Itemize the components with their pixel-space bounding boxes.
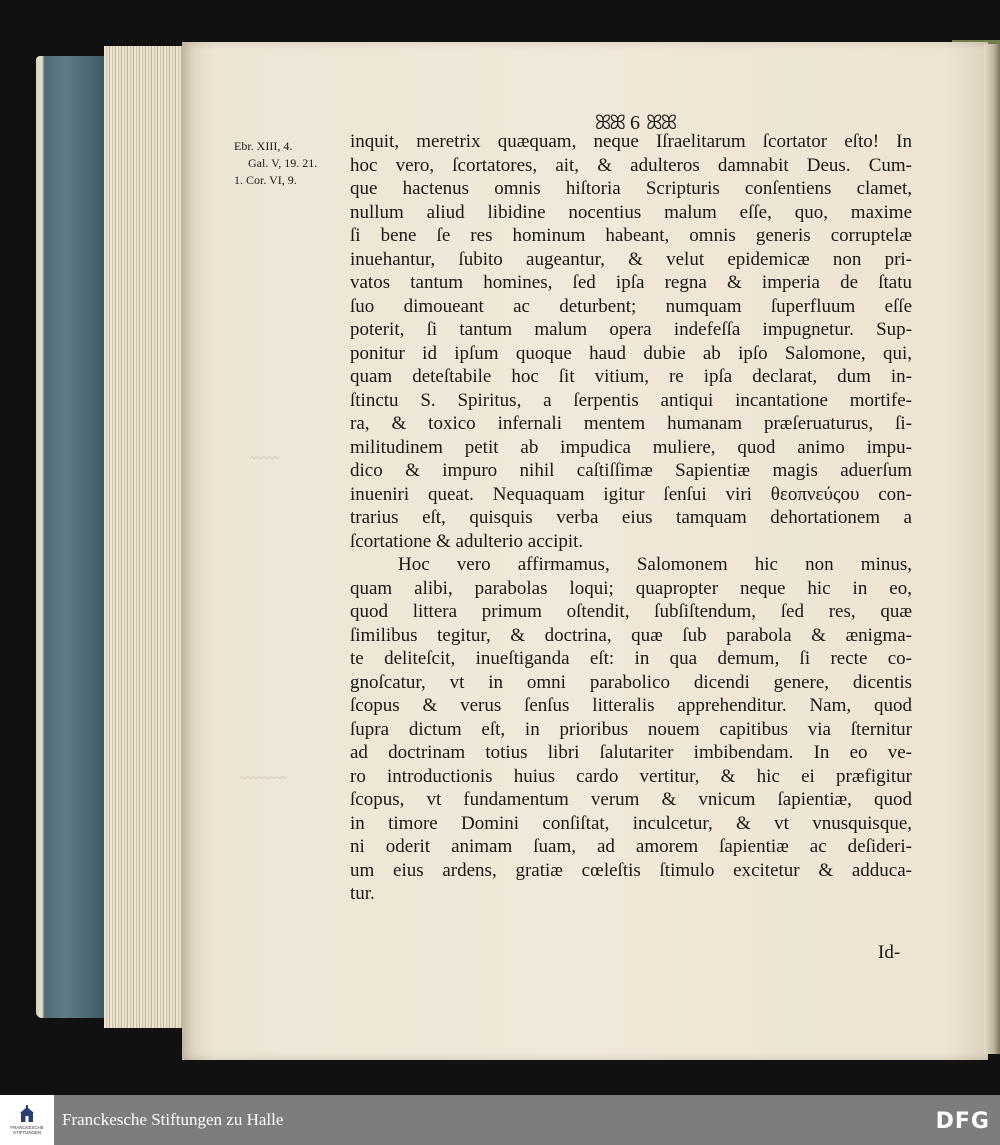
bleed-through-mark: ~~~~~~~~ — [240, 772, 288, 784]
text-line: dico & impuro nihil caſtiſſimæ Sapientiæ magis aduerſum — [350, 460, 912, 481]
margin-note: 1. Cor. VI, 9. — [234, 173, 297, 187]
text-line: tur. — [350, 883, 375, 904]
catchword: Id- — [878, 942, 901, 963]
page-block-edges — [104, 46, 184, 1028]
ornament-left-icon: ꕤꕤ — [594, 111, 624, 134]
text-line: vatos tantum homines, ſed ipſa regna & imperia de ſtatu — [350, 272, 912, 293]
footer-bar — [0, 1095, 1000, 1145]
building-icon — [19, 1105, 35, 1123]
ornament-right-icon: ꕤꕤ — [646, 111, 676, 134]
margin-note: Ebr. XIII, 4. — [234, 139, 293, 153]
page-number: 6 — [630, 111, 640, 134]
text-line: ſcopus & verus ſenſus litteralis apprehenditur. Nam, quod — [350, 695, 912, 716]
text-line: ad doctrinam totius libri ſalutariter imbibendam. In eo ve- — [350, 742, 912, 763]
bleed-through-mark: ~~~~~ — [250, 452, 280, 464]
facing-page-edge — [984, 44, 1000, 1054]
logo-text: FRANCKESCHE — [10, 1125, 44, 1130]
text-line: quod littera primum oſtendit, ſubſiſtendum, ſed res, quæ — [350, 601, 912, 622]
text-line: inquit, meretrix quæquam, neque Iſraelitarum ſcortator eſto! In — [350, 131, 912, 152]
text-line: trarius eſt, quisquis verba eius tamquam dehortationem a — [350, 507, 912, 528]
text-line: ſimilibus tegitur, & doctrina, quæ ſub parabola & ænigma- — [350, 624, 912, 646]
text-line: nullum aliud libidine nocentius malum eſſe, quo, maxime — [350, 201, 912, 223]
text-line: te deliteſcit, inueſtiganda eſt: in qua demum, ſi recte co- — [350, 648, 912, 669]
text-line: ra, & toxico infernali mentem humanam præſeruaturus, ſi- — [350, 413, 912, 434]
text-line: Hoc vero affirmamus, Salomonem hic non minus, — [398, 554, 912, 575]
text-line: ſcortatione & adulterio accipit. — [350, 530, 584, 552]
text-line: que hactenus omnis hiſtoria Scripturis conſentiens clamet, — [350, 178, 912, 199]
text-line: ſtinctu S. Spiritus, a ſerpentis antiqui incantatione mortife- — [350, 389, 912, 411]
logo-text: STIFTUNGEN — [12, 1130, 42, 1135]
text-line: militudinem petit ab impudica muliere, quod animo impu- — [350, 436, 912, 458]
franckesche-logo[interactable] — [0, 1095, 54, 1145]
text-line: quam alibi, parabolas loqui; quapropter neque hic in eo, — [350, 577, 912, 599]
text-line: poterit, ſi tantum malum opera indefeſſa impugnetur. Sup- — [350, 319, 912, 340]
page-body-text — [350, 130, 912, 906]
text-line: in timore Domini conſiſtat, inculcetur, & vt vnusquisque, — [350, 812, 912, 834]
text-line: ro introductionis huius cardo vertitur, & hic ei præfigitur — [350, 765, 912, 787]
text-line: ni oderit animam ſuam, ad amorem ſapientiæ ac deſideri- — [350, 836, 912, 857]
text-line: quam deteſtabile hoc ſit vitium, re ipſa declarat, dum in- — [350, 366, 912, 387]
institution-name[interactable]: Franckesche Stiftungen zu Halle — [62, 1110, 284, 1129]
text-line: hoc vero, ſcortatores, ait, & adulteros damnabit Deus. Cum- — [350, 154, 912, 176]
book-cover-edge — [36, 56, 108, 1018]
dfg-logo[interactable]: DFG — [935, 1109, 990, 1134]
text-line: um eius ardens, gratiæ cœleſtis ſtimulo excitetur & adduca- — [350, 859, 912, 881]
text-line: inuehantur, ſubito augeantur, & velut epidemicæ non pri- — [350, 248, 912, 270]
text-line: gnoſcatur, vt in omni parabolico dicendi genere, dicentis — [350, 671, 912, 693]
margin-references — [234, 138, 352, 189]
text-line: ponitur id ipſum quoque haud dubie ab ipſo Salomone, qui, — [350, 342, 912, 364]
text-line: ſcopus, vt fundamentum verum & vnicum ſapientiæ, quod — [350, 789, 912, 810]
margin-note: Gal. V, 19. 21. — [248, 156, 318, 170]
text-line: inueniri queat. Nequaquam igitur ſenſui viri θεοπνεύςου con- — [350, 483, 912, 505]
text-line: ſuo dimoueant ac deturbent; numquam ſuperfluum eſſe — [350, 295, 912, 317]
text-line: ſi bene ſe res hominum habeant, omnis generis corruptelæ — [350, 225, 912, 246]
text-line: ſupra dictum eſt, in prioribus nouem capitibus via ſternitur — [350, 718, 912, 740]
